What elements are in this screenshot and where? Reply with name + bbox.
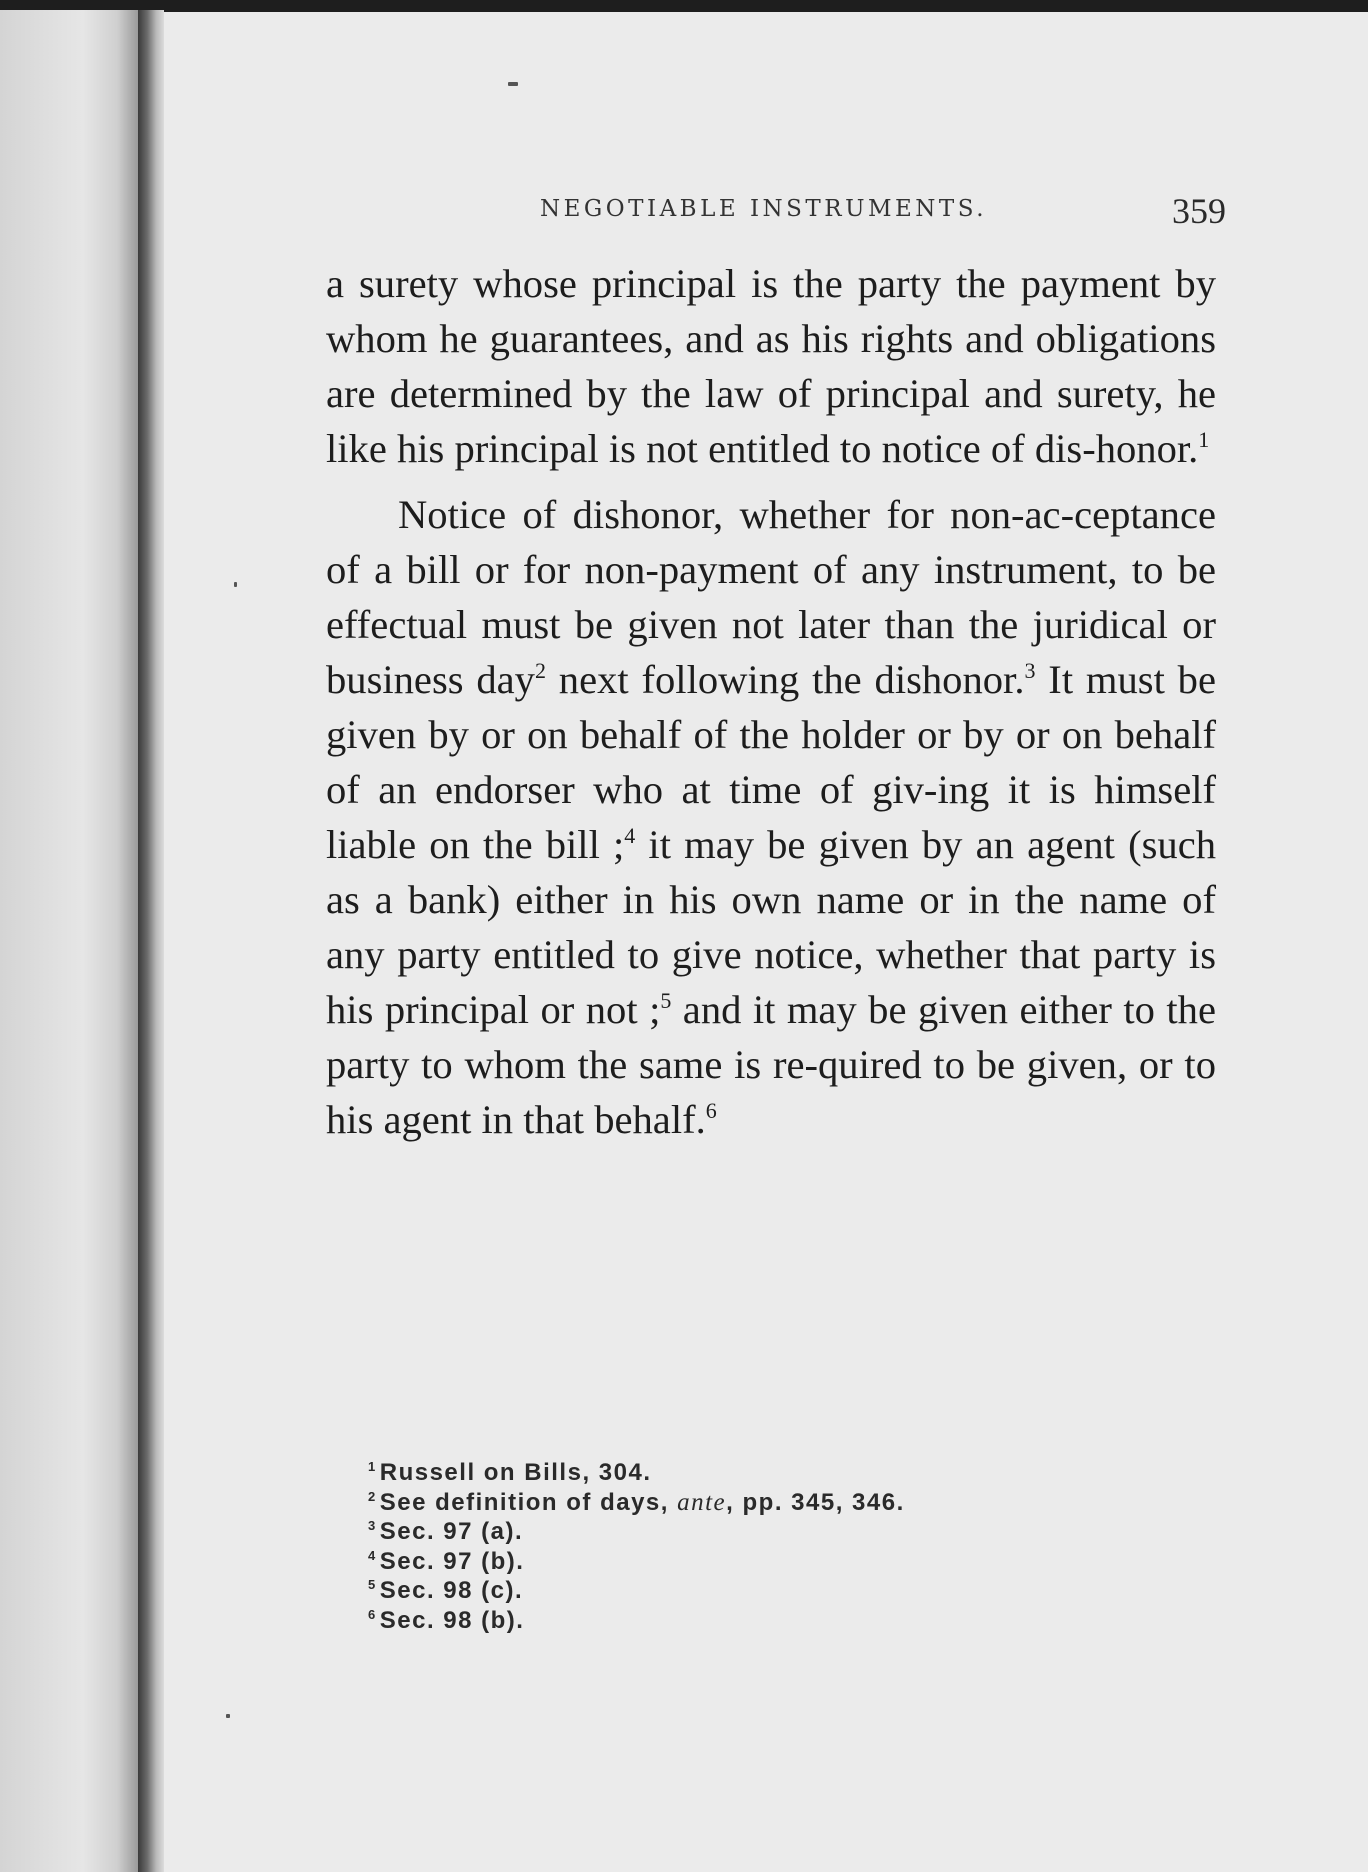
footnote-mark: 5 [368,1577,377,1593]
footnote-text: Sec. 98 (c). [379,1577,524,1605]
text-run: next following the dishonor. [545,657,1025,702]
footnote-text: , pp. 345, 346. [726,1488,905,1516]
scan-speck [226,1714,230,1718]
footnote-mark: 3 [368,1518,377,1534]
footnote-text: Russell on Bills, 304. [379,1459,652,1486]
footnote [368,1488,1128,1518]
footnote-italic: ante [677,1488,727,1516]
footnote-reference: 1 [1198,427,1210,452]
footnote-mark: 4 [368,1547,377,1563]
footnote [368,1458,1128,1488]
scan-speck [234,582,237,587]
body-text [326,256,1216,1147]
footnote-mark: 1 [368,1459,377,1474]
paragraph [326,487,1216,1147]
footnote-text: Sec. 97 (b). [379,1547,525,1575]
footnote [368,1576,1128,1606]
footnote-text: Sec. 98 (b). [379,1606,525,1634]
book-gutter [138,10,164,1872]
footnote [368,1606,1128,1636]
paragraph [326,256,1216,476]
previous-page-edge [0,10,138,1872]
footnote-mark: 2 [368,1488,377,1504]
footnote-text: See definition of days, [379,1488,678,1516]
footnote-reference: 5 [660,988,672,1013]
text-run: It must be given by or on behalf of the holder or by or on behalf of an endorser who at time of giv-ing it is himself liable on the bill ; [326,657,1216,867]
footnote [368,1547,1128,1577]
footnote-text: Sec. 97 (a). [379,1518,524,1546]
footnote-reference: 3 [1024,658,1036,683]
footnote-mark: 6 [368,1606,377,1622]
running-title: NEGOTIABLE INSTRUMENTS. [540,196,988,222]
footnotes [368,1458,1128,1636]
footnote-reference: 6 [705,1098,717,1123]
footnote-reference: 2 [534,658,546,683]
page-number: 359 [1172,191,1226,231]
text-run: Notice of dishonor, whether for non-ac-ceptance of a bill or for non-payment of any instrument, to be effectual must be given not later than the juridical or business day [326,492,1216,702]
footnote [368,1517,1128,1547]
scan-speck [508,82,518,86]
footnote-reference: 4 [624,823,636,848]
text-run: and it may be given either to the party to whom the same is re-quired to be given, or to his agent in that behalf. [326,987,1216,1142]
running-head [366,191,1226,236]
text-run: it may be given by an agent (such as a bank) either in his own name or in the name of any party entitled to give notice, whether that party is his principal or not ; [326,822,1216,1032]
text-run: a surety whose principal is the party the payment by whom he guarantees, and as his rights and obligations are determined by the law of principal and surety, he like his principal is not entitled to notice of dis-honor. [326,261,1216,471]
